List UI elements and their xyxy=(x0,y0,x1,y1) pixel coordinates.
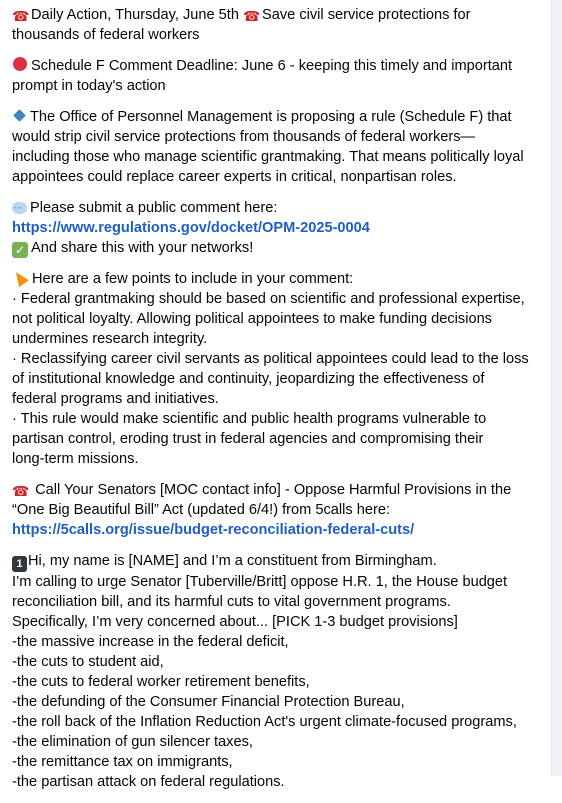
telephone-icon: ☎ xyxy=(12,9,30,25)
script-line1: Hi, my name is [NAME] and I’m a constituent from Birmingham. xyxy=(28,553,437,569)
point2-line2: of institutional knowledge and continuity, jeopardizing the effectiveness of xyxy=(12,371,485,387)
deadline-paragraph xyxy=(12,56,542,96)
points-intro: Here are a few points to include in your comment: xyxy=(32,271,354,287)
submit-paragraph xyxy=(12,198,542,258)
check-mark-icon: ✓ xyxy=(12,242,28,258)
points-paragraph xyxy=(12,269,542,469)
opm-paragraph xyxy=(12,107,542,187)
regulations-link[interactable]: https://www.regulations.gov/docket/OPM-2025-0004 xyxy=(12,220,370,236)
keycap-one-icon: 1 xyxy=(12,556,27,572)
daily-action-title: Daily Action, Thursday, June 5th xyxy=(31,7,239,23)
blue-diamond-icon xyxy=(13,109,26,122)
senators-line2: “One Big Beautiful Bill” Act (updated 6/4!) from 5calls here: xyxy=(12,502,390,518)
opm-line4: appointees could replace career experts in critical, nonpartisan roles. xyxy=(12,169,457,185)
opm-line3: including those who manage scientific grantmaking. That means politically loyal xyxy=(12,149,524,165)
script-line2: I’m calling to urge Senator [Tuberville/Britt] oppose H.R. 1, the House budget xyxy=(12,574,508,590)
scrollbar-track[interactable] xyxy=(551,0,562,776)
fivecalls-link[interactable]: https://5calls.org/issue/budget-reconciliation-federal-cuts/ xyxy=(12,522,415,538)
provision-item: -the partisan attack on federal regulations. xyxy=(12,774,285,790)
telephone-icon: ☎ xyxy=(12,484,30,500)
deadline-text: Schedule F Comment Deadline: June 6 - keeping this timely and important xyxy=(31,58,513,74)
script-line4: Specifically, I’m very concerned about... [PICK 1-3 budget provisions] xyxy=(12,614,458,630)
provision-item: -the cuts to student aid, xyxy=(12,654,164,670)
provision-item: -the remittance tax on immigrants, xyxy=(12,754,233,770)
telephone-icon: ☎ xyxy=(243,9,261,25)
daily-action-paragraph xyxy=(12,5,542,45)
provision-item: -the defunding of the Consumer Financial Protection Bureau, xyxy=(12,694,405,710)
point3-line3: long-term missions. xyxy=(12,451,139,467)
speech-bubble-icon xyxy=(12,202,27,214)
provision-item: -the elimination of gun silencer taxes, xyxy=(12,734,253,750)
deadline-line2: prompt in today's action xyxy=(12,78,166,94)
senators-paragraph xyxy=(12,480,542,540)
opm-line2: would strip civil service protections from thousands of federal workers— xyxy=(12,129,476,145)
submit-text: Please submit a public comment here: xyxy=(30,200,278,216)
point3-line1: · This rule would make scientific and public health programs vulnerable to xyxy=(12,411,487,427)
opm-line1: The Office of Personnel Management is proposing a rule (Schedule F) that xyxy=(30,109,512,125)
point2-line3: federal programs and initiatives. xyxy=(12,391,219,407)
senators-line1: Call Your Senators [MOC contact info] - Oppose Harmful Provisions in the xyxy=(35,482,512,498)
daily-action-line2: thousands of federal workers xyxy=(12,27,200,43)
point2-line1: · Reclassifying career civil servants as political appointees could lead to the loss xyxy=(12,351,529,367)
provision-item: -the massive increase in the federal deficit, xyxy=(12,634,289,650)
point1-line1: · Federal grantmaking should be based on scientific and professional expertise, xyxy=(12,291,525,307)
point1-line2: not political loyalty. Allowing political appointees to make funding decisions xyxy=(12,311,492,327)
red-circle-icon xyxy=(13,57,27,71)
script-line3: reconciliation bill, and its harmful cuts to vital government programs. xyxy=(12,594,451,610)
script-paragraph xyxy=(12,551,542,792)
point1-line3: undermines research integrity. xyxy=(12,331,208,347)
party-popper-icon xyxy=(11,269,29,287)
post-body xyxy=(12,5,542,803)
provision-item: -the cuts to federal worker retirement benefits, xyxy=(12,674,310,690)
share-text: And share this with your networks! xyxy=(31,240,254,256)
provision-item: -the roll back of the Inflation Reduction Act's urgent climate-focused programs, xyxy=(12,714,517,730)
point3-line2: partisan control, eroding trust in federal agencies and compromising their xyxy=(12,431,484,447)
daily-action-subtitle: Save civil service protections for xyxy=(262,7,471,23)
